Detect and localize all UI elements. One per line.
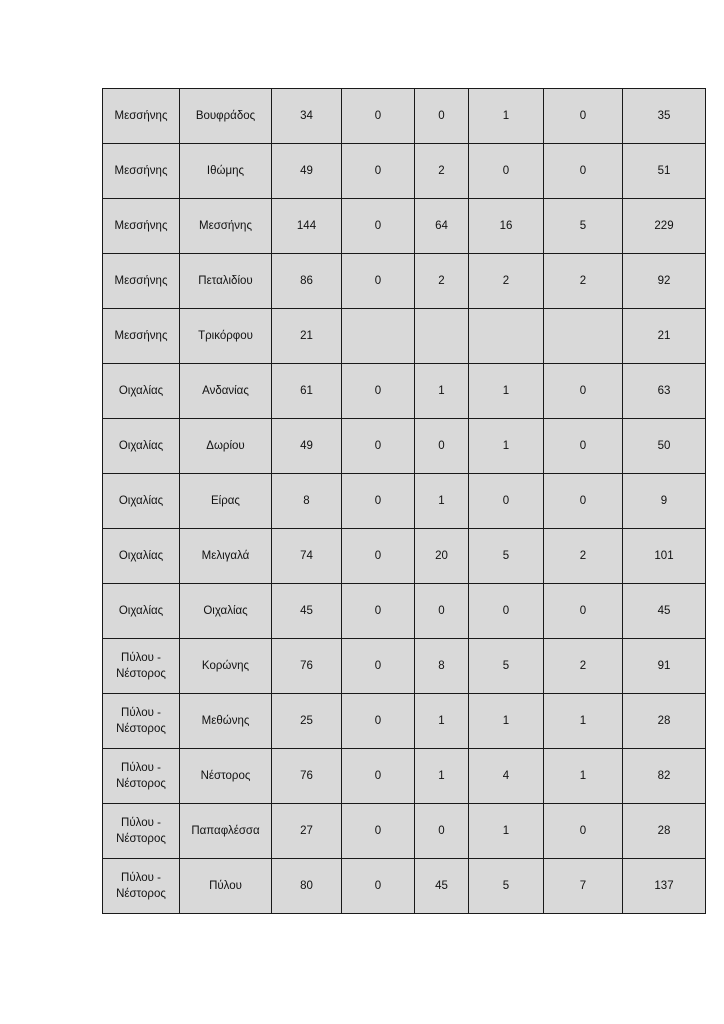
total-cell: 229 — [623, 199, 706, 254]
value-cell-5: 0 — [544, 474, 623, 529]
value-cell-2: 0 — [342, 364, 415, 419]
table-row — [103, 364, 706, 419]
value-cell-1: 80 — [272, 859, 342, 914]
table-row — [103, 584, 706, 639]
table-row — [103, 89, 706, 144]
value-cell-4: 1 — [469, 804, 544, 859]
total-cell: 28 — [623, 694, 706, 749]
total-cell: 50 — [623, 419, 706, 474]
value-cell-1: 61 — [272, 364, 342, 419]
value-cell-4: 2 — [469, 254, 544, 309]
table-row — [103, 804, 706, 859]
table-row — [103, 859, 706, 914]
value-cell-3: 0 — [415, 419, 469, 474]
value-cell-2: 0 — [342, 749, 415, 804]
total-cell: 137 — [623, 859, 706, 914]
total-cell: 92 — [623, 254, 706, 309]
table-body — [103, 89, 706, 914]
value-cell-5: 0 — [544, 419, 623, 474]
value-cell-1: 49 — [272, 144, 342, 199]
value-cell-5: 2 — [544, 639, 623, 694]
value-cell-3: 2 — [415, 144, 469, 199]
municipality-cell: Πύλου - Νέστορος — [103, 859, 180, 914]
value-cell-2: 0 — [342, 859, 415, 914]
table-row — [103, 144, 706, 199]
municipality-cell: Πύλου - Νέστορος — [103, 639, 180, 694]
value-cell-3: 2 — [415, 254, 469, 309]
value-cell-3: 1 — [415, 364, 469, 419]
value-cell-3 — [415, 309, 469, 364]
value-cell-1: 34 — [272, 89, 342, 144]
value-cell-1: 25 — [272, 694, 342, 749]
value-cell-5: 0 — [544, 89, 623, 144]
value-cell-3: 0 — [415, 584, 469, 639]
value-cell-4: 1 — [469, 419, 544, 474]
municipality-cell: Μεσσήνης — [103, 144, 180, 199]
value-cell-4: 0 — [469, 584, 544, 639]
value-cell-2: 0 — [342, 199, 415, 254]
table-row — [103, 529, 706, 584]
municipality-cell: Οιχαλίας — [103, 364, 180, 419]
value-cell-1: 8 — [272, 474, 342, 529]
table-row — [103, 199, 706, 254]
value-cell-2 — [342, 309, 415, 364]
municipality-cell: Πύλου - Νέστορος — [103, 804, 180, 859]
total-cell: 35 — [623, 89, 706, 144]
value-cell-4: 1 — [469, 364, 544, 419]
value-cell-4: 1 — [469, 694, 544, 749]
value-cell-1: 76 — [272, 749, 342, 804]
value-cell-2: 0 — [342, 639, 415, 694]
value-cell-4: 0 — [469, 474, 544, 529]
table-row — [103, 474, 706, 529]
unit-cell: Ιθώμης — [180, 144, 272, 199]
value-cell-3: 64 — [415, 199, 469, 254]
total-cell: 63 — [623, 364, 706, 419]
value-cell-3: 20 — [415, 529, 469, 584]
total-cell: 9 — [623, 474, 706, 529]
value-cell-2: 0 — [342, 419, 415, 474]
unit-cell: Νέστορος — [180, 749, 272, 804]
value-cell-3: 1 — [415, 749, 469, 804]
value-cell-5: 2 — [544, 529, 623, 584]
unit-cell: Κορώνης — [180, 639, 272, 694]
municipality-cell: Μεσσήνης — [103, 199, 180, 254]
municipality-cell: Οιχαλίας — [103, 474, 180, 529]
value-cell-4: 1 — [469, 89, 544, 144]
table-row — [103, 694, 706, 749]
value-cell-2: 0 — [342, 89, 415, 144]
value-cell-2: 0 — [342, 474, 415, 529]
value-cell-5: 0 — [544, 804, 623, 859]
unit-cell: Μεσσήνης — [180, 199, 272, 254]
unit-cell: Ανδανίας — [180, 364, 272, 419]
value-cell-5: 5 — [544, 199, 623, 254]
table-row — [103, 419, 706, 474]
value-cell-3: 1 — [415, 474, 469, 529]
unit-cell: Πεταλιδίου — [180, 254, 272, 309]
municipality-cell: Πύλου - Νέστορος — [103, 749, 180, 804]
value-cell-1: 21 — [272, 309, 342, 364]
value-cell-5 — [544, 309, 623, 364]
data-table — [102, 88, 706, 914]
value-cell-4: 16 — [469, 199, 544, 254]
value-cell-5: 2 — [544, 254, 623, 309]
table-row — [103, 309, 706, 364]
unit-cell: Οιχαλίας — [180, 584, 272, 639]
value-cell-1: 86 — [272, 254, 342, 309]
municipality-cell: Οιχαλίας — [103, 584, 180, 639]
value-cell-4: 5 — [469, 639, 544, 694]
value-cell-5: 0 — [544, 144, 623, 199]
municipality-cell: Πύλου - Νέστορος — [103, 694, 180, 749]
value-cell-2: 0 — [342, 144, 415, 199]
value-cell-2: 0 — [342, 254, 415, 309]
value-cell-2: 0 — [342, 529, 415, 584]
value-cell-3: 0 — [415, 89, 469, 144]
value-cell-3: 1 — [415, 694, 469, 749]
value-cell-3: 8 — [415, 639, 469, 694]
municipality-cell: Μεσσήνης — [103, 309, 180, 364]
value-cell-5: 1 — [544, 694, 623, 749]
value-cell-1: 76 — [272, 639, 342, 694]
value-cell-3: 0 — [415, 804, 469, 859]
municipality-cell: Μεσσήνης — [103, 254, 180, 309]
table-row — [103, 639, 706, 694]
unit-cell: Παπαφλέσσα — [180, 804, 272, 859]
value-cell-1: 49 — [272, 419, 342, 474]
value-cell-3: 45 — [415, 859, 469, 914]
total-cell: 21 — [623, 309, 706, 364]
value-cell-1: 45 — [272, 584, 342, 639]
unit-cell: Μεθώνης — [180, 694, 272, 749]
value-cell-1: 74 — [272, 529, 342, 584]
value-cell-5: 7 — [544, 859, 623, 914]
municipality-cell: Οιχαλίας — [103, 419, 180, 474]
total-cell: 101 — [623, 529, 706, 584]
value-cell-4: 5 — [469, 859, 544, 914]
value-cell-2: 0 — [342, 584, 415, 639]
value-cell-2: 0 — [342, 804, 415, 859]
total-cell: 45 — [623, 584, 706, 639]
table-row — [103, 254, 706, 309]
total-cell: 51 — [623, 144, 706, 199]
municipality-cell: Μεσσήνης — [103, 89, 180, 144]
unit-cell: Είρας — [180, 474, 272, 529]
unit-cell: Μελιγαλά — [180, 529, 272, 584]
value-cell-5: 0 — [544, 584, 623, 639]
total-cell: 91 — [623, 639, 706, 694]
total-cell: 28 — [623, 804, 706, 859]
unit-cell: Τρικόρφου — [180, 309, 272, 364]
value-cell-5: 1 — [544, 749, 623, 804]
value-cell-4: 0 — [469, 144, 544, 199]
unit-cell: Βουφράδος — [180, 89, 272, 144]
value-cell-4: 4 — [469, 749, 544, 804]
value-cell-1: 27 — [272, 804, 342, 859]
value-cell-4 — [469, 309, 544, 364]
unit-cell: Πύλου — [180, 859, 272, 914]
value-cell-5: 0 — [544, 364, 623, 419]
unit-cell: Δωρίου — [180, 419, 272, 474]
value-cell-1: 144 — [272, 199, 342, 254]
municipality-cell: Οιχαλίας — [103, 529, 180, 584]
total-cell: 82 — [623, 749, 706, 804]
table-row — [103, 749, 706, 804]
value-cell-2: 0 — [342, 694, 415, 749]
value-cell-4: 5 — [469, 529, 544, 584]
